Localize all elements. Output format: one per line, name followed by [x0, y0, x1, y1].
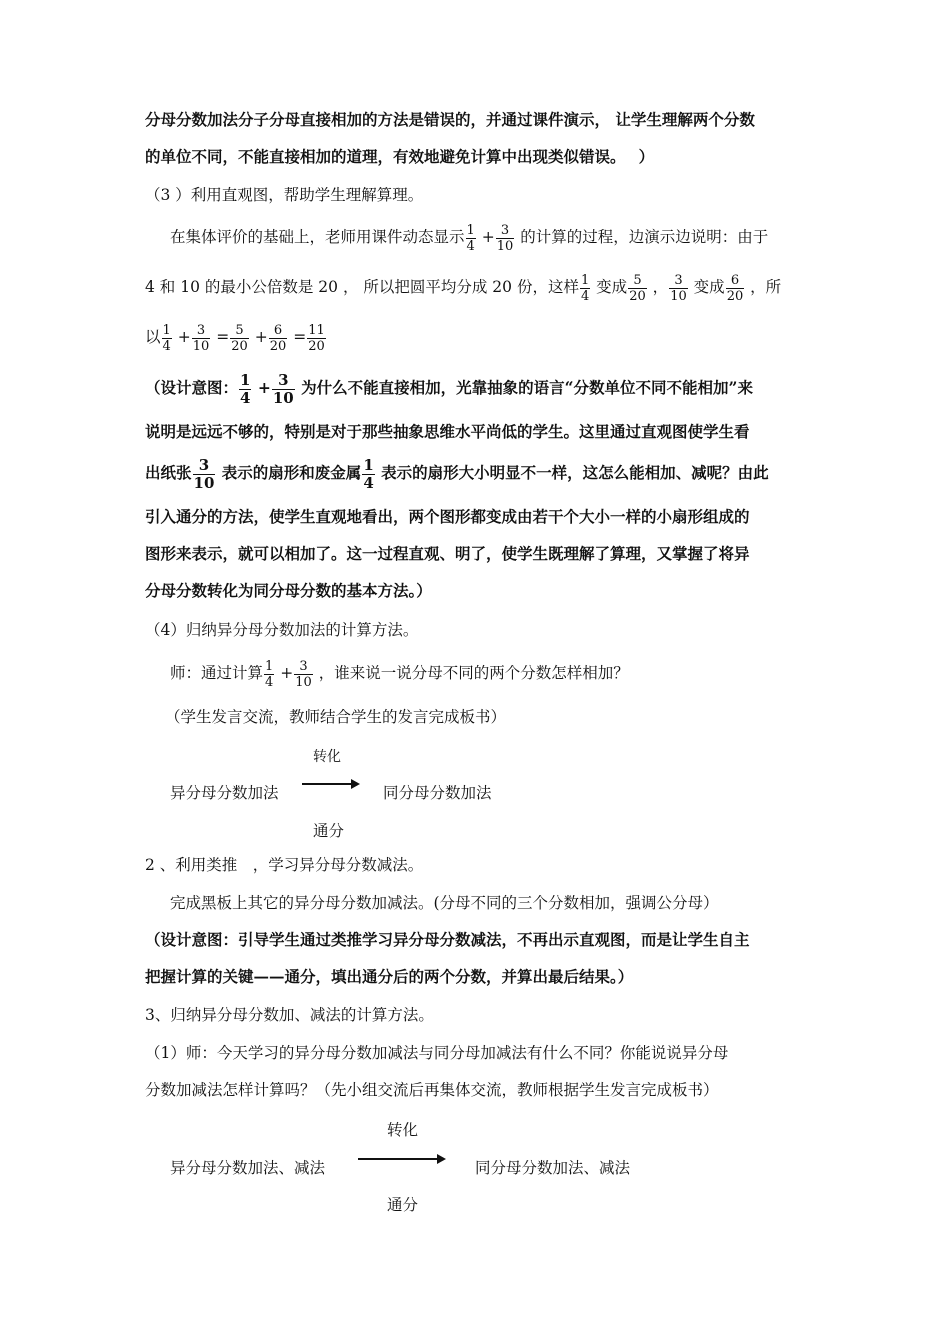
design-intent-line: （设计意图：引导学生通过类推学习异分母分数减法，不再出示直观图，而是让学生自主	[145, 930, 750, 949]
section-heading: 3、归纳异分母分数加、减法的计算方法。	[145, 1006, 434, 1024]
fraction: $\frac{6}{20}$	[269, 322, 287, 354]
fraction: $\frac{3}{10}$	[193, 455, 215, 492]
fraction: $\frac{5}{20}$	[231, 322, 248, 354]
paragraph-line: （学生发言交流，教师结合学生的发言完成板书）	[165, 708, 507, 726]
diagram-top-label: 转化	[387, 1121, 419, 1139]
section-heading: （4）归纳异分母分数加法的计算方法。	[145, 621, 419, 639]
paragraph-line: （1）师：今天学习的异分母分数加减法与同分母加减法有什么不同？你能说说异分母	[145, 1044, 729, 1062]
diagram-bottom-label: 通分	[313, 822, 345, 840]
fraction: $\frac{5}{20}$	[629, 272, 646, 304]
fraction: $\frac{1}{4}$	[162, 322, 171, 354]
design-intent-line: 分母分数转化为同分母分数的基本方法。）	[145, 581, 432, 600]
fraction: $\frac{1}{4}$	[363, 455, 374, 492]
diagram-left-label: 异分母分数加法	[170, 784, 279, 802]
fraction: $\frac{1}{4}$	[265, 658, 274, 690]
diagram-right-label: 同分母分数加法	[383, 784, 492, 802]
right-arrow-icon	[302, 783, 358, 785]
paragraph-line: 完成黑板上其它的异分母分数加减法。(分母不同的三个分数相加，强调公分母）	[170, 894, 719, 912]
fraction: $\frac{1}{4}$	[240, 370, 251, 407]
design-intent-line: 图形来表示，就可以相加了。这一过程直观、明了，使学生既理解了算理，又掌握了将异	[145, 544, 750, 563]
fraction: $\frac{3}{10}$	[295, 658, 312, 690]
paragraph-line: 4 和 10 的最小公倍数是 20 ， 所以把圆平均分成 20 份，这样 $\frac{1}{4}$ 变成 $\frac{5}{20}$ ， $\frac{3}{10}$ 变成 $\frac{6}{20}$ ，所	[145, 272, 782, 304]
diagram-top-label: 转化	[313, 749, 341, 765]
right-arrow-icon	[358, 1158, 444, 1160]
diagram-left-label: 异分母分数加法、减法	[170, 1159, 326, 1177]
diagram-bottom-label: 通分	[387, 1196, 419, 1214]
paragraph-line: 师：通过计算 $\frac{1}{4}$ + $\frac{3}{10}$ ，谁来说一说分母不同的两个分数怎样相加？	[170, 658, 629, 690]
section-heading: （3 ）利用直观图，帮助学生理解算理。	[145, 186, 424, 204]
fraction: $\frac{3}{10}$	[496, 222, 514, 254]
fraction: $\frac{6}{20}$	[726, 272, 744, 304]
design-intent-line: 说明是远远不够的，特别是对于那些抽象思维水平尚低的学生。这里通过直观图使学生看	[145, 422, 750, 441]
paragraph-line: 分数加减法怎样计算吗？（先小组交流后再集体交流，教师根据学生发言完成板书）	[145, 1081, 719, 1099]
paragraph-line: 分母分数加法分子分母直接相加的方法是错误的，并通过课件演示， 让学生理解两个分数	[145, 110, 755, 129]
design-intent-line: 出纸张 $\frac{3}{10}$ 表示的扇形和废金属 $\frac{1}{4}$ 表示的扇形大小明显不一样，这怎么能相加、减呢？由此	[145, 455, 769, 492]
design-intent-line: （设计意图： $\frac{1}{4}$ + $\frac{3}{10}$ 为什么不能直接相加，光靠抽象的语言“分数单位不同不能相加”来	[145, 370, 753, 407]
design-intent-line: 把握计算的关键——通分，填出通分后的两个分数，并算出最后结果。）	[145, 967, 634, 986]
paragraph-line: 在集体评价的基础上，老师用课件动态显示 $\frac{1}{4}$ + $\frac{3}{10}$ 的计算的过程，边演示边说明：由于	[170, 222, 769, 254]
design-intent-line: 引入通分的方法，使学生直观地看出，两个图形都变成由若干个大小一样的小扇形组成的	[145, 507, 750, 526]
fraction: $\frac{3}{10}$	[192, 322, 210, 354]
fraction: $\frac{11}{20}$	[308, 322, 325, 354]
section-heading: 2 、利用类推 ，学习异分母分数减法。	[145, 856, 424, 874]
fraction: $\frac{1}{4}$	[580, 272, 590, 304]
fraction: $\frac{3}{10}$	[272, 370, 294, 407]
fraction: $\frac{3}{10}$	[670, 272, 687, 304]
diagram-right-label: 同分母分数加法、减法	[475, 1159, 631, 1177]
equation-line: 以 $\frac{1}{4}$ + $\frac{3}{10}$ = $\frac{5}{20}$ + $\frac{6}{20}$ = $\frac{11}{20}$	[145, 322, 325, 354]
paragraph-line: 的单位不同，不能直接相加的道理，有效地避免计算中出现类似错误。 ）	[145, 147, 655, 166]
fraction: $\frac{1}{4}$	[466, 222, 475, 254]
